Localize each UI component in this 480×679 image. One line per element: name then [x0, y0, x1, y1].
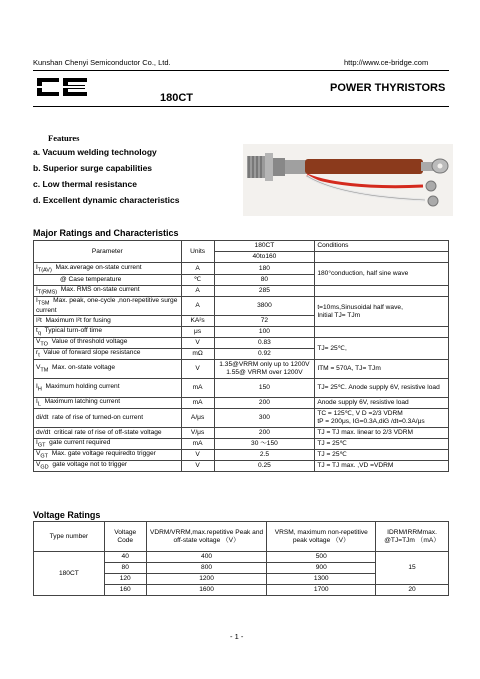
value-cell: 72 [214, 316, 315, 327]
voltage-title: Voltage Ratings [33, 510, 101, 520]
symbol-sub: H [37, 386, 42, 393]
symbol: I [36, 297, 38, 305]
param-desc: Value of forward slope resistance [43, 349, 141, 357]
value-cell: 300 [214, 409, 315, 428]
unit-cell: mA [181, 398, 214, 409]
unit-cell: A/μs [181, 409, 214, 428]
type-cell: 180CT [34, 552, 105, 596]
value-cell: 200 [214, 428, 315, 439]
param-desc: rate of rise of turned-on current [52, 414, 144, 422]
param-desc: Maximum latching current [44, 398, 121, 406]
cond-cell: TJ= 25℃. Anode supply 6V, resistive load [315, 379, 449, 398]
cond-cell: TJ = 25℃ [315, 439, 449, 450]
symbol: V [36, 338, 41, 346]
value-cell: 0.83 [214, 338, 315, 349]
unit-cell: A [181, 263, 214, 275]
vdrm-cell: 400 [146, 552, 267, 563]
header-irrm: IDRM/IRRMmax. @TJ=TJm （mA） [376, 522, 449, 552]
cond-line: TC = 125℃, V D =2/3 VDRM [317, 410, 403, 418]
feature-item: c. Low thermal resistance [33, 179, 137, 189]
symbol: I²t [36, 317, 42, 325]
param-desc: Max. peak, one-cycle ,non-repetitive surge current [36, 297, 178, 315]
table-row [34, 428, 449, 439]
cond-cell-empty [315, 327, 449, 338]
product-title: POWER THYRISTORS [330, 82, 446, 94]
feature-item: a. Vacuum welding technology [33, 147, 157, 157]
code-cell: 160 [104, 585, 146, 596]
table-row [34, 409, 449, 428]
symbol-sub: L [37, 401, 41, 408]
cond-cell-empty [315, 286, 449, 297]
param-cell [34, 286, 182, 297]
param-cell [34, 327, 182, 338]
param-cell [34, 316, 182, 327]
page-number: - 1 - [230, 632, 244, 641]
header-parameter: Parameter [34, 241, 182, 263]
vrsm-cell: 900 [267, 563, 376, 574]
thyristor-photo [243, 144, 453, 216]
table-row [34, 439, 449, 450]
value-cell [214, 360, 315, 379]
table-row [34, 461, 449, 472]
value-cell: 80 [214, 275, 315, 286]
code-cell: 80 [104, 563, 146, 574]
cond-cell: ITM = 570A, TJ= TJm [315, 360, 449, 379]
symbol-sub: T(AV) [37, 266, 52, 273]
unit-cell: mA [181, 439, 214, 450]
unit-cell: μs [181, 327, 214, 338]
ratings-title: Major Ratings and Characteristics [33, 228, 179, 238]
param-desc: gate voltage not to trigger [52, 461, 128, 469]
table-row [34, 522, 449, 552]
value-cell: 100 [214, 327, 315, 338]
unit-cell: V/μs [181, 428, 214, 439]
symbol: dv/dt [36, 429, 51, 437]
cond-cell: 180°conduction, half sine wave [315, 263, 449, 286]
table-row [34, 263, 449, 275]
unit-cell: mA [181, 379, 214, 398]
vrsm-cell: 1700 [267, 585, 376, 596]
cond-line: Initial TJ= TJm [317, 311, 361, 319]
company-name: Kunshan Chenyi Semiconductor Co., Ltd. [33, 58, 171, 67]
unit-cell: ℃ [181, 275, 214, 286]
vrsm-cell: 1300 [267, 574, 376, 585]
param-desc: Maximum I²t for fusing [45, 317, 111, 325]
table-row [34, 450, 449, 461]
symbol-sub: GT [40, 453, 49, 460]
ratings-table [33, 240, 449, 472]
param-cell [34, 349, 182, 360]
irrm-cell: 15 [376, 552, 449, 585]
title-divider [33, 106, 449, 107]
table-row [34, 241, 449, 252]
param-cell [34, 398, 182, 409]
value-line: 1.35@VRRM only up to 1200V [219, 361, 310, 369]
table-row [34, 338, 449, 349]
param-cell [34, 297, 182, 316]
part-number: 180CT [160, 92, 194, 104]
param-cell [34, 450, 182, 461]
feature-item: d. Excellent dynamic characteristics [33, 195, 180, 205]
param-desc: Typical turn-off time [44, 327, 102, 335]
symbol-sub: TO [40, 341, 48, 348]
code-cell: 120 [104, 574, 146, 585]
header-divider [33, 70, 449, 71]
symbol-sub: TSM [37, 300, 50, 307]
vdrm-cell: 1600 [146, 585, 267, 596]
header-part: 180CT [214, 241, 315, 252]
cond-cell: TJ = 25℃ [315, 450, 449, 461]
value-cell: 0.25 [214, 461, 315, 472]
table-row [34, 398, 449, 409]
cond-cell: TJ= 25℃, [315, 338, 449, 360]
table-row [34, 297, 449, 316]
param-cell [34, 409, 182, 428]
cond-cell [315, 409, 449, 428]
value-cell: 3800 [214, 297, 315, 316]
param-desc: Value of threshold voltage [51, 338, 128, 346]
symbol: I [36, 383, 38, 391]
table-row [34, 552, 449, 563]
unit-cell: V [181, 360, 214, 379]
header-conditions-blank [315, 252, 449, 263]
unit-cell: V [181, 461, 214, 472]
header-range: 40to160 [214, 252, 315, 263]
unit-cell: V [181, 338, 214, 349]
table-row [34, 379, 449, 398]
cond-cell [315, 297, 449, 327]
param-cell [34, 379, 182, 398]
cond-line: tP = 200μs, IG=0.3A,diG /dt=0.3A/μs [317, 418, 425, 425]
voltage-table [33, 521, 449, 596]
symbol: I [36, 286, 38, 294]
symbol-sub: T(RMS) [37, 289, 58, 296]
header-vrsm: VRSM, maximum non-repetitive peak voltage （V） [267, 522, 376, 552]
value-cell: 180 [214, 263, 315, 275]
param-desc: Max. RMS on-state current [60, 286, 140, 294]
param-desc: Max.average on-state current [55, 263, 142, 271]
cond-cell: Anode supply 6V, resistive load [315, 398, 449, 409]
value-cell: 150 [214, 379, 315, 398]
irrm-cell: 20 [376, 585, 449, 596]
symbol-sub: q [37, 330, 41, 337]
vdrm-cell: 1200 [146, 574, 267, 585]
vdrm-cell: 800 [146, 563, 267, 574]
header-code: Voltage Code [104, 522, 146, 552]
symbol-sub: GT [37, 442, 46, 449]
cond-cell: TJ = TJ max. ,VD =VDRM [315, 461, 449, 472]
header-conditions: Conditions [315, 241, 449, 252]
param-cell [34, 428, 182, 439]
symbol: I [36, 398, 38, 406]
vrsm-cell: 500 [267, 552, 376, 563]
param-desc: Max. gate voltage requiredto trigger [51, 450, 156, 458]
unit-cell: KA²s [181, 316, 214, 327]
header-units: Units [181, 241, 214, 263]
param-desc: Max. on-state voltage [52, 364, 116, 372]
symbol: V [36, 450, 41, 458]
cond-cell: TJ = TJ max. linear to 2/3 VDRM [315, 428, 449, 439]
symbol: V [36, 364, 41, 372]
symbol-sub: GD [40, 464, 49, 471]
features-heading: Features [48, 133, 80, 143]
unit-cell: V [181, 450, 214, 461]
symbol-sub: t [38, 352, 40, 359]
symbol: t [36, 327, 38, 335]
unit-cell: mΩ [181, 349, 214, 360]
symbol: I [36, 263, 38, 271]
param-cell: @ Case temperature [34, 275, 182, 286]
param-cell [34, 461, 182, 472]
value-cell: 2.5 [214, 450, 315, 461]
code-cell: 40 [104, 552, 146, 563]
header-type: Type number [34, 522, 105, 552]
company-url[interactable]: http://www.ce-bridge.com [344, 58, 429, 67]
symbol: di/dt [36, 414, 49, 422]
value-cell: 285 [214, 286, 315, 297]
table-row [34, 360, 449, 379]
param-cell [34, 360, 182, 379]
param-desc: critical rate of rise of off-state voltage [53, 429, 162, 437]
param-cell [34, 338, 182, 349]
ce-logo-icon [35, 76, 89, 98]
param-cell [34, 439, 182, 450]
param-desc: gate current required [49, 439, 111, 447]
feature-item: b. Superior surge capabilities [33, 163, 153, 173]
value-cell: 30 ～150 [214, 439, 315, 450]
table-row [34, 286, 449, 297]
unit-cell: A [181, 286, 214, 297]
symbol: r [36, 349, 39, 357]
symbol: V [36, 461, 41, 469]
value-line: 1.55@ VRRM over 1200V [226, 369, 303, 376]
symbol: I [36, 439, 38, 447]
table-row [34, 327, 449, 338]
header-vdrm: VDRM/VRRM,max.repetitive Peak and off-state voltage （V） [146, 522, 267, 552]
cond-line: t=10ms,Sinusoidal half wave, [317, 303, 403, 311]
value-cell: 0.92 [214, 349, 315, 360]
unit-cell: A [181, 297, 214, 316]
value-cell: 200 [214, 398, 315, 409]
param-desc: Maximum holding current [45, 383, 120, 391]
param-cell [34, 263, 182, 275]
symbol-sub: TM [40, 367, 49, 374]
